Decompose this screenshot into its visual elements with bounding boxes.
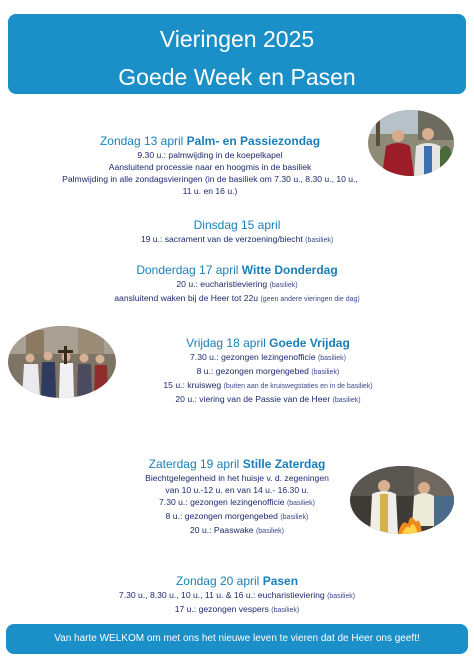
schedule-line: 8 u.: gezongen morgengebed (basiliek) [165, 511, 309, 521]
good-friday-photo [8, 326, 116, 398]
section-holy-saturday [100, 456, 374, 538]
header-title: Vieringen 2025 [159, 26, 315, 52]
section-tuesday [60, 217, 414, 247]
section-title: Donderdag 17 april Witte Donderdag [136, 263, 338, 277]
section-title: Zondag 20 april Pasen [175, 574, 299, 588]
schedule-line: Palmwijding in alle zondagsvieringen (in de basiliek om 7.30 u., 8.30 u., 10 u., [62, 174, 358, 184]
schedule-line: 17 u.: gezongen vespers (basiliek) [174, 604, 300, 614]
section-title: Zondag 13 april Palm- en Passiezondag [99, 134, 321, 148]
schedule-line: Aansluitend processie naar en hoogmis in de basiliek [108, 162, 312, 172]
section-title: Zaterdag 19 april Stille Zaterdag [148, 457, 326, 471]
schedule-line: 19 u.: sacrament van de verzoening/biecht (basiliek) [140, 234, 334, 244]
section-palm-sunday [40, 133, 380, 197]
easter-vigil-photo [350, 466, 454, 534]
palm-sunday-photo [368, 110, 454, 176]
schedule-line: 7.30 u.: gezongen lezingenofficie (basiliek) [190, 352, 346, 362]
section-easter [40, 573, 434, 617]
schedule-line: van 10 u.-12 u. en van 14 u.- 16.30 u. [165, 485, 309, 495]
schedule-line: 15 u.: kruisweg (buiten aan de kruiswegstaties en in de basiliek) [163, 380, 373, 390]
section-good-friday [108, 335, 428, 407]
schedule-line: Biechtgelegenheid in het huisje v. d. zegeningen [145, 473, 329, 483]
footer-text: Van harte WELKOM om met ons het nieuwe leven te vieren dat de Heer ons geeft! [54, 633, 420, 644]
schedule-line: 20 u.: Paaswake (basiliek) [190, 525, 284, 535]
section-maundy-thursday [40, 262, 434, 306]
schedule-line: 9.30 u.: palmwijding in de koepelkapel [137, 150, 283, 160]
schedule-line: 7.30 u., 8.30 u., 10 u., 11 u. & 16 u.: eucharistieviering (basiliek) [118, 590, 356, 600]
schedule-line: 11 u. en 16 u.) [182, 186, 238, 196]
section-title: Dinsdag 15 april [193, 218, 281, 232]
schedule-line: 8 u.: gezongen morgengebed (basiliek) [196, 366, 340, 376]
header-banner [8, 14, 466, 94]
header-subtitle: Goede Week en Pasen [118, 64, 356, 90]
schedule-line: aansluitend waken bij de Heer tot 22u (geen andere vieringen die dag) [114, 293, 360, 303]
schedule-line: 20 u.: eucharistieviering (basiliek) [176, 279, 298, 289]
section-title: Vrijdag 18 april Goede Vrijdag [186, 336, 350, 350]
schedule-line: 7.30 u.: gezongen lezingenofficie (basiliek) [159, 497, 315, 507]
footer-banner [6, 624, 468, 654]
schedule-line: 20 u.: viering van de Passie van de Heer (basiliek) [175, 394, 361, 404]
